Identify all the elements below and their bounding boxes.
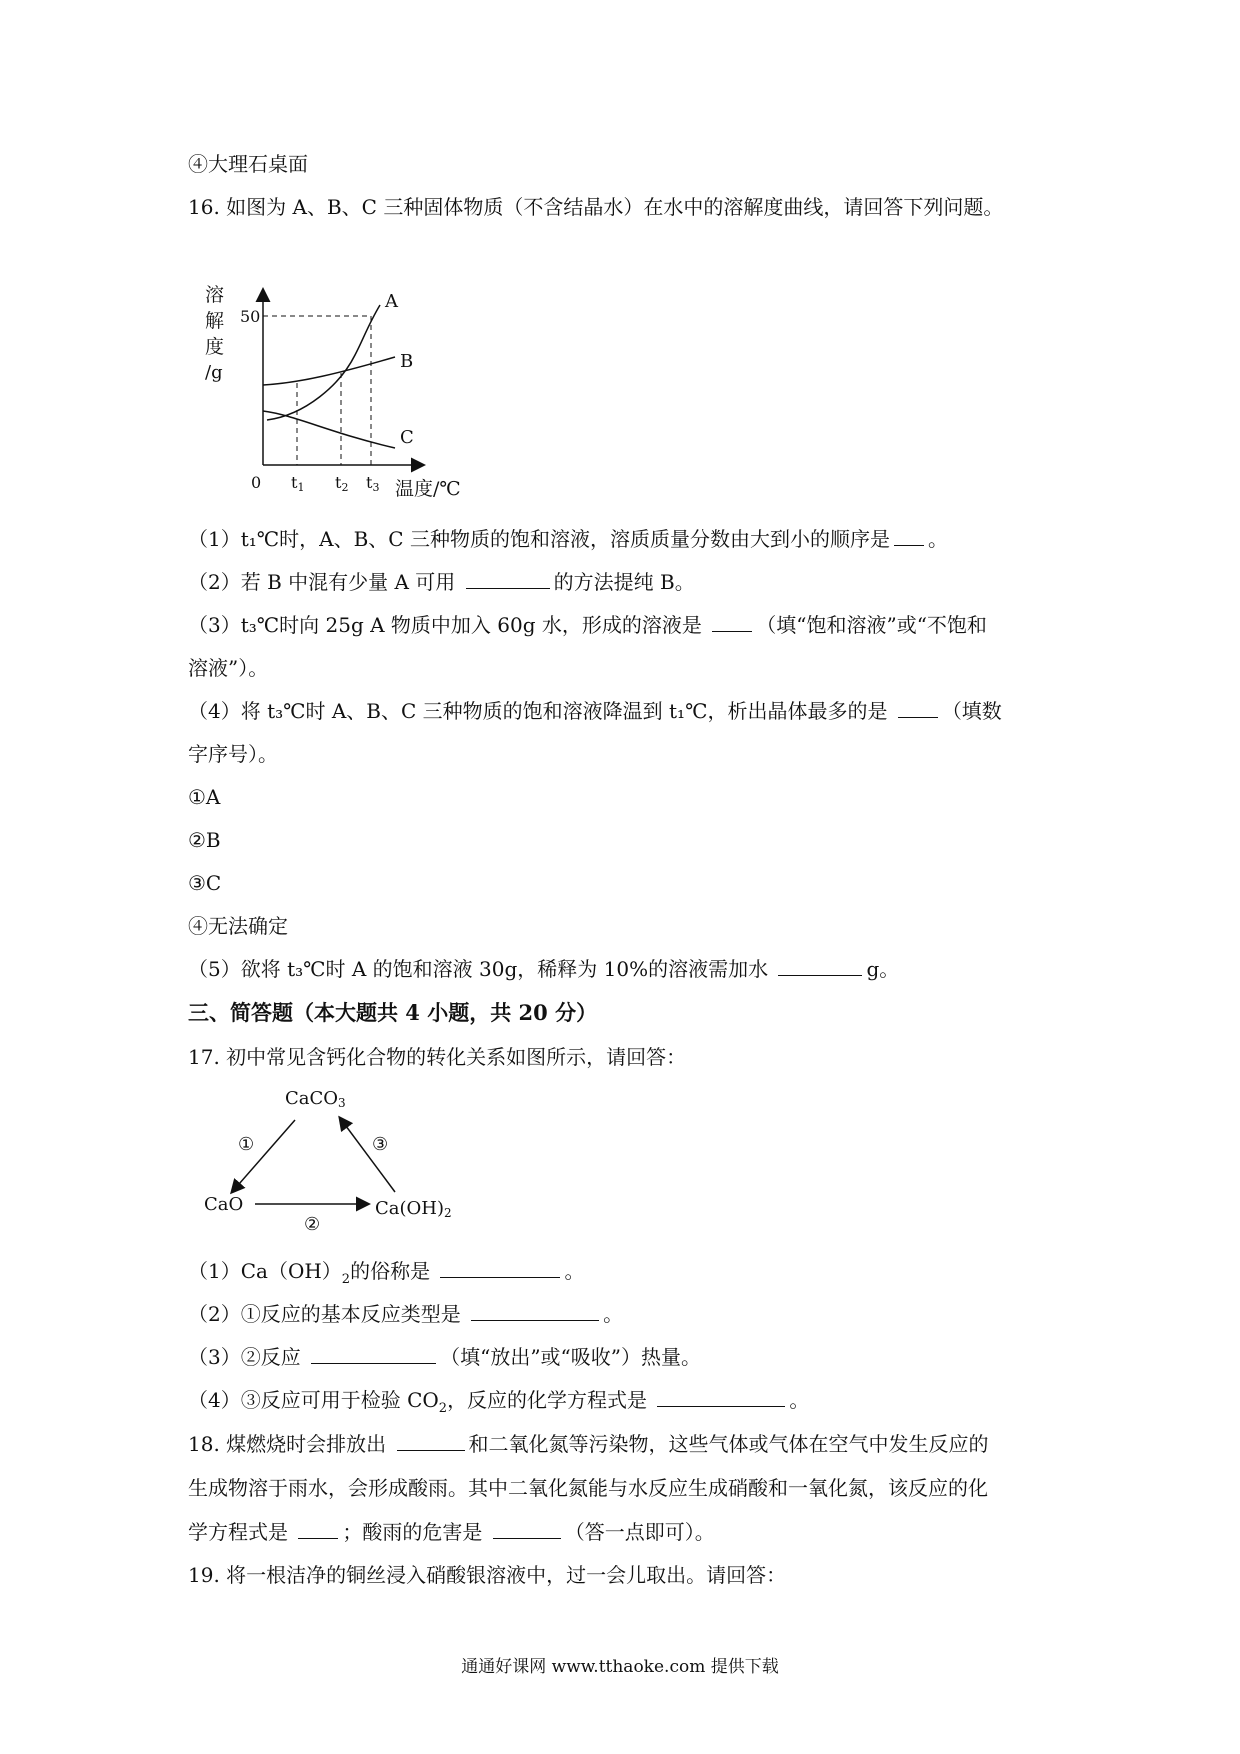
y-label-4: /g: [205, 362, 223, 383]
y-label-3: 度: [205, 336, 225, 358]
q16-option-2: ②B: [188, 828, 221, 852]
q16-option-4: ④无法确定: [188, 914, 288, 938]
q18-l3-mid: ；酸雨的危害是: [342, 1520, 489, 1544]
q17-sub3-post: （填“放出”或“吸收”）热量。: [440, 1345, 701, 1369]
q18-line-3: [188, 1518, 715, 1546]
q18-l3-pre: 学方程式是: [188, 1520, 295, 1544]
curve-label-a: A: [385, 291, 398, 312]
q16-sub3-post: （填“饱和溶液”或“不饱和: [756, 613, 987, 637]
q17-sub4: [188, 1386, 809, 1423]
q16-sub2: [188, 568, 695, 596]
answer-blank[interactable]: [298, 1520, 338, 1539]
q18-l1-post: 和二氧化氮等污染物，这些气体或气体在空气中发生反应的: [468, 1432, 989, 1456]
answer-blank[interactable]: [493, 1520, 561, 1539]
q16-stem: 16. 如图为 A、B、C 三种固体物质（不含结晶水）在水中的溶解度曲线，请回答下列问题。: [188, 195, 1004, 219]
calcium-conversion-diagram: [200, 1080, 480, 1240]
q18-l1-pre: 18. 煤燃烧时会排放出: [188, 1432, 393, 1456]
q17-sub4-subscript: 2: [438, 1401, 448, 1416]
x-tick-t3: t3: [366, 473, 380, 494]
q16-sub4-pre: （4）将 t₃℃时 A、B、C 三种物质的饱和溶液降温到 t₁℃，析出晶体最多的是: [188, 699, 894, 723]
caco3-label: CaCO3: [285, 1088, 346, 1110]
x-tick-t1: t1: [291, 473, 305, 494]
x-axis-label: 温度/℃: [395, 478, 461, 500]
y-label-2: 解: [205, 310, 225, 332]
answer-blank[interactable]: [397, 1432, 465, 1451]
answer-blank[interactable]: [778, 957, 862, 976]
q16-option-3: ③C: [188, 871, 222, 895]
curve-label-c: C: [400, 427, 414, 448]
q17-stem: 17. 初中常见含钙化合物的转化关系如图所示，请回答：: [188, 1045, 687, 1069]
arrow-3-label: ③: [372, 1134, 389, 1155]
cao-label: CaO: [204, 1194, 244, 1215]
page-footer: 通通好课网 www.tthaoke.com 提供下载: [461, 1657, 779, 1677]
q16-sub4-cont: 字序号）。: [188, 742, 278, 766]
q17-sub2-post: 。: [603, 1302, 624, 1326]
q17-sub1-pre: （1）Ca（OH）: [188, 1259, 342, 1283]
curve-a: [267, 305, 380, 420]
q16-sub3: [188, 611, 987, 639]
q16-sub5-post: g。: [866, 957, 900, 981]
answer-blank[interactable]: [898, 699, 938, 718]
q16-sub2-pre: （2）若 B 中混有少量 A 可用: [188, 570, 462, 594]
q17-sub4-post: 。: [789, 1388, 810, 1412]
q15-option-4: ④大理石桌面: [188, 152, 308, 176]
answer-blank[interactable]: [440, 1259, 560, 1278]
q18-line-2: 生成物溶于雨水，会形成酸雨。其中二氧化氮能与水反应生成硝酸和一氧化氮，该反应的化: [188, 1476, 988, 1500]
curve-b: [263, 357, 395, 385]
arrow-3: [340, 1118, 395, 1192]
q17-sub3: [188, 1343, 701, 1371]
q17-sub2: [188, 1300, 623, 1328]
q18-line-1: [188, 1430, 989, 1458]
q17-sub1: [188, 1257, 584, 1294]
q16-sub5-pre: （5）欲将 t₃℃时 A 的饱和溶液 30g，稀释为 10%的溶液需加水: [188, 957, 775, 981]
arrow-1: [232, 1120, 295, 1192]
arrow-1-label: ①: [238, 1134, 255, 1155]
q16-sub3-pre: （3）t₃℃时向 25g A 物质中加入 60g 水，形成的溶液是: [188, 613, 709, 637]
q17-sub2-pre: （2）①反应的基本反应类型是: [188, 1302, 468, 1326]
q17-sub1-subscript: 2: [341, 1272, 351, 1287]
answer-blank[interactable]: [894, 527, 924, 546]
q19-stem: 19. 将一根洁净的铜丝浸入硝酸银溶液中，过一会儿取出。请回答：: [188, 1563, 787, 1587]
q16-sub5: [188, 955, 899, 983]
solubility-curve-figure: [195, 285, 495, 505]
x-tick-t2: t2: [335, 473, 349, 494]
y-tick-50: 50: [240, 307, 261, 326]
answer-blank[interactable]: [311, 1345, 436, 1364]
q16-sub4: [188, 697, 1002, 725]
q18-l3-post: （答一点即可）。: [564, 1520, 715, 1544]
answer-blank[interactable]: [466, 570, 550, 589]
y-label-1: 溶: [205, 285, 225, 306]
caoh2-label: Ca(OH)2: [375, 1198, 452, 1220]
q16-sub4-post: （填数: [941, 699, 1002, 723]
q17-sub1-post: 。: [564, 1259, 585, 1283]
q17-sub3-pre: （3）②反应: [188, 1345, 308, 1369]
answer-blank[interactable]: [471, 1302, 599, 1321]
q16-sub1-tail: 。: [927, 527, 948, 551]
answer-blank[interactable]: [657, 1388, 785, 1407]
q16-sub1: [188, 525, 948, 553]
q16-sub1-text: （1）t₁℃时，A、B、C 三种物质的饱和溶液，溶质质量分数由大到小的顺序是: [188, 527, 890, 551]
curve-label-b: B: [400, 351, 414, 372]
q16-sub3-cont: 溶液”）。: [188, 656, 269, 680]
q17-sub4-mid: ，反应的化学方程式是: [447, 1388, 654, 1412]
origin-label: 0: [251, 473, 262, 492]
section-3-title: 三、简答题（本大题共 4 小题，共 20 分）: [188, 1000, 598, 1025]
q17-sub4-pre: （4）③反应可用于检验 CO: [188, 1388, 439, 1412]
arrow-2-label: ②: [304, 1214, 321, 1235]
q17-sub1-mid: 的俗称是: [350, 1259, 437, 1283]
q16-sub2-post: 的方法提纯 B。: [553, 570, 695, 594]
q16-option-1: ①A: [188, 785, 221, 809]
answer-blank[interactable]: [712, 613, 752, 632]
